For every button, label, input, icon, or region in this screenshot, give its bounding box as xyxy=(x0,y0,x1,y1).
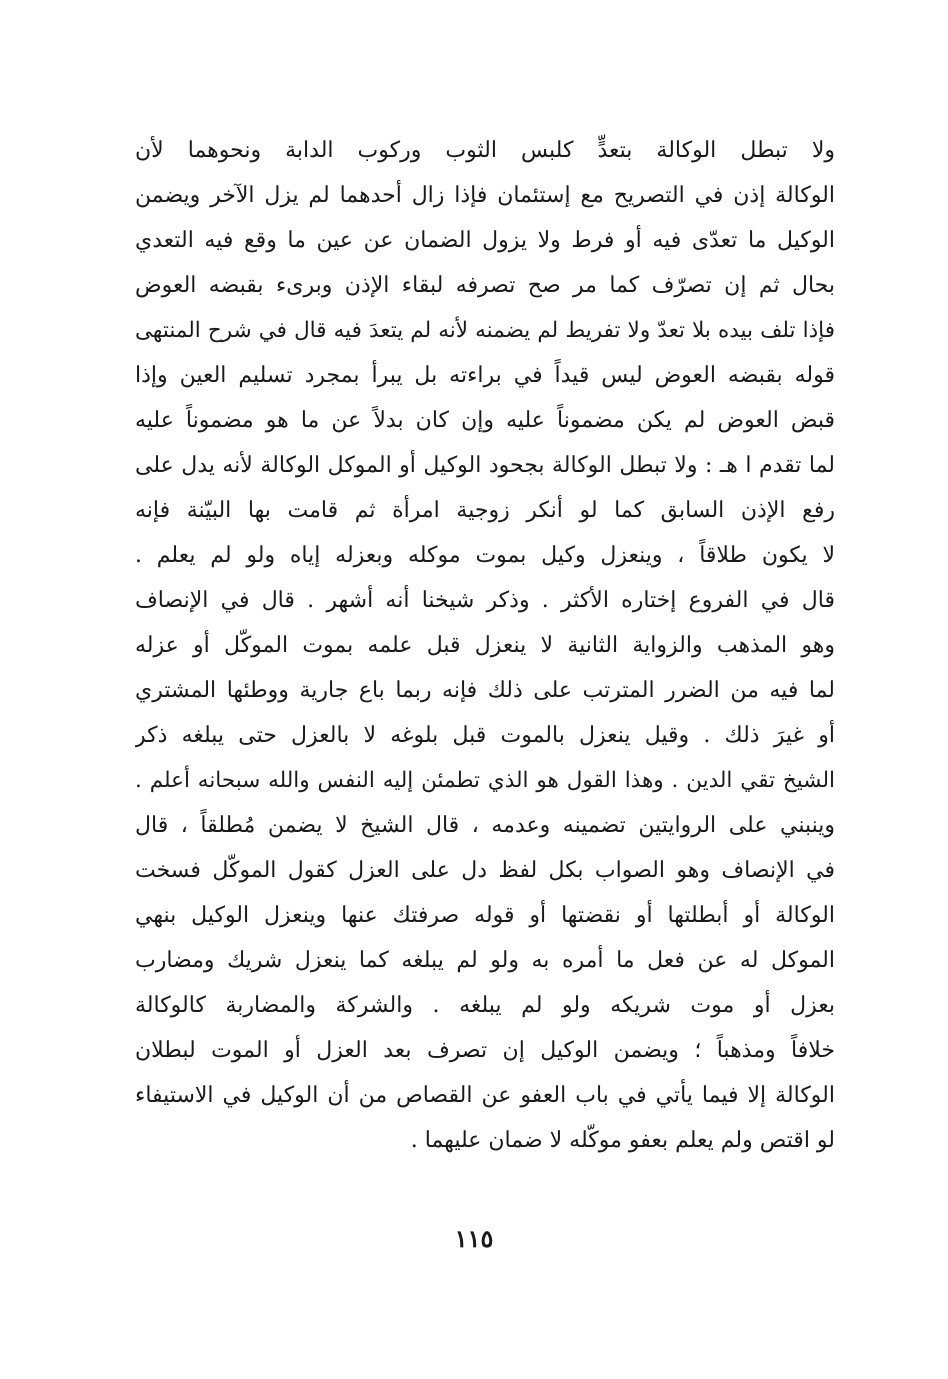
text-line-21: خلافاً ومذهباً ؛ ويضمن الوكيل إن تصرف بعد العزل أو الموت لبطلان xyxy=(135,1038,835,1063)
text-line-5: فإذا تلف بيده بلا تعدّ ولا تفريط لم يضمنه لأنه لم يتعدَ فيه قال في شرح المنتهى xyxy=(135,318,835,343)
body-text xyxy=(135,128,835,1163)
text-line-13: لما فيه من الضرر المترتب على ذلك فإنه ربما باع جارية ووطئها المشتري xyxy=(135,678,835,703)
text-line-4: بحال ثم إن تصرّف كما مر صح تصرفه لبقاء الإذن وبرىء بقبضه العوض xyxy=(135,273,835,298)
text-line-12: وهو المذهب والزواية الثانية لا ينعزل قبل علمه بموت الموكّل أو عزله xyxy=(135,633,835,658)
text-line-15: الشيخ تقي الدين . وهذا القول هو الذي تطمئن إليه النفس والله سبحانه أعلم . xyxy=(135,768,835,793)
page-number: ١١٥ xyxy=(454,1224,494,1253)
text-line-8: لما تقدم ا هـ : ولا تبطل الوكالة بجحود الوكيل أو الموكل الوكالة لأنه يدل على xyxy=(135,453,835,478)
text-line-9: رفع الإذن السابق كما لو أنكر زوجية امرأة ثم قامت بها البيّنة فإنه xyxy=(135,498,835,523)
text-line-22: الوكالة إلا فيما يأتي في باب العفو عن القصاص من أن الوكيل في الاستيفاء xyxy=(135,1083,835,1108)
text-line-2: الوكالة إذن في التصريح مع إستئمان فإذا زال أحدهما لم يزل الآخر ويضمن xyxy=(135,183,835,208)
text-line-19: الموكل له عن فعل ما أمره به ولو لم يبلغه كما ينعزل شريك ومضارب xyxy=(135,948,835,973)
text-line-7: قبض العوض لم يكن مضموناً عليه وإن كان بدلاً عن ما هو مضموناً عليه xyxy=(135,408,835,433)
text-line-1: ولا تبطل الوكالة بتعدٍّ كلبس الثوب وركوب الدابة ونحوهما لأن xyxy=(135,138,835,163)
text-line-3: الوكيل ما تعدّى فيه أو فرط ولا يزول الضمان عن عين ما وقع فيه التعدي xyxy=(135,228,835,253)
text-line-18: الوكالة أو أبطلتها أو نقضتها أو قوله صرفتك عنها وينعزل الوكيل بنهي xyxy=(135,903,835,928)
text-line-20: بعزل أو موت شريكه ولو لم يبلغه . والشركة والمضاربة كالوكالة xyxy=(135,993,835,1018)
text-line-23: لو اقتص ولم يعلم بعفو موكّله لا ضمان عليهما . xyxy=(410,1128,835,1153)
text-line-6: قوله بقبضه العوض ليس قيداً في براءته بل يبرأ بمجرد تسليم العين وإذا xyxy=(135,363,835,388)
text-line-14: أو غيرَ ذلك . وقيل ينعزل بالموت قبل بلوغه لا بالعزل حتى يبلغه ذكر xyxy=(135,723,835,748)
text-line-17: في الإنصاف وهو الصواب بكل لفظ دل على العزل كقول الموكّل فسخت xyxy=(135,858,835,883)
text-line-16: وينبني على الروايتين تضمينه وعدمه ، قال الشيخ لا يضمن مُطلقاً ، قال xyxy=(135,813,835,838)
text-line-10: لا يكون طلاقاً ، وينعزل وكيل بموت موكله وبعزله إياه ولو لم يعلم . xyxy=(135,543,835,568)
text-line-11: قال في الفروع إختاره الأكثر . وذكر شيخنا أنه أشهر . قال في الإنصاف xyxy=(135,588,835,613)
